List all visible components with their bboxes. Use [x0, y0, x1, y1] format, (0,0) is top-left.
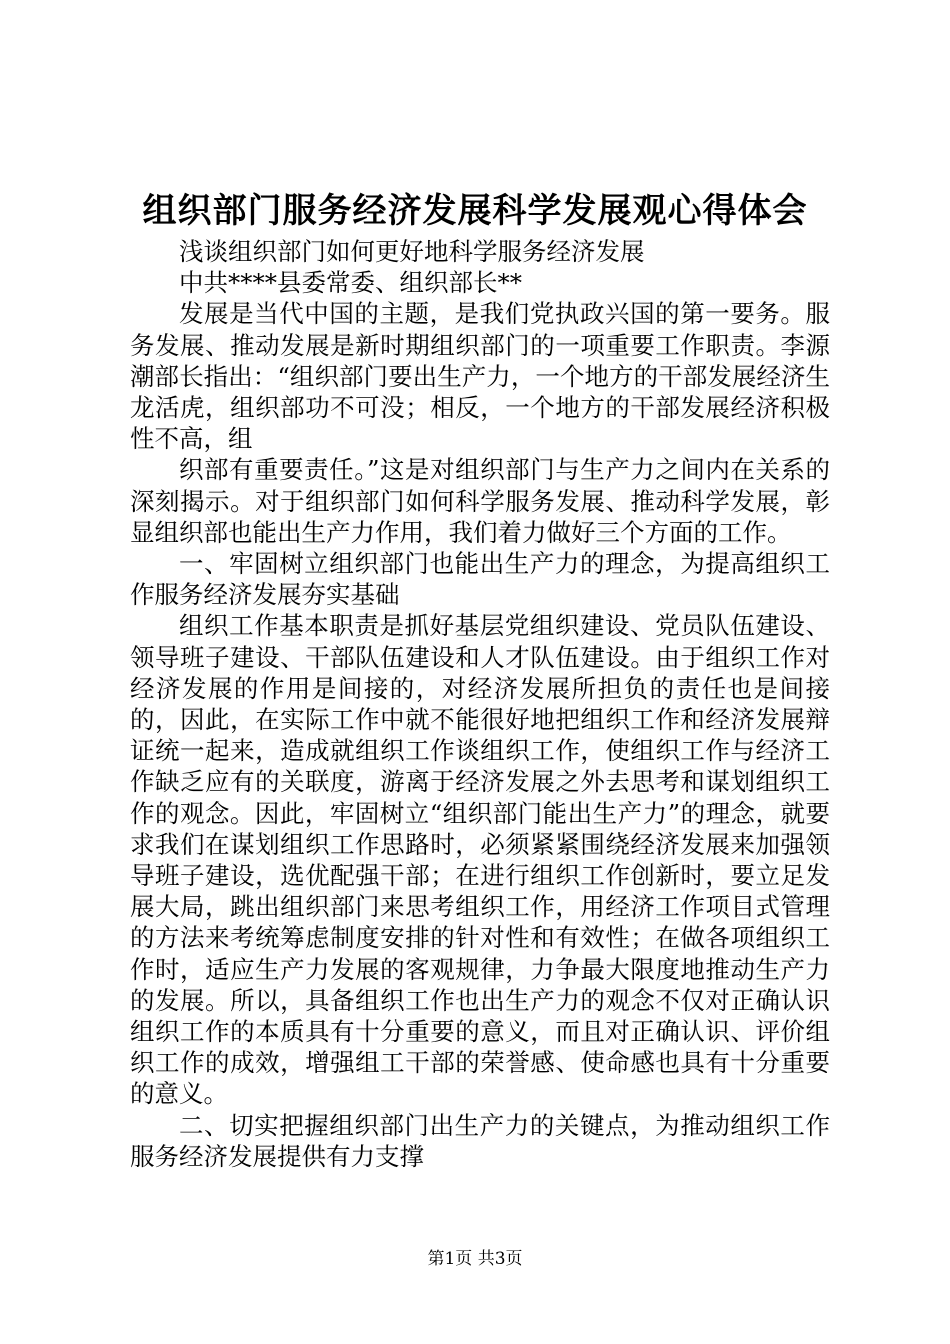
- paragraph-section-1: 组织工作基本职责是抓好基层党组织建设、党员队伍建设、领导班子建设、干部队伍建设和人才队伍建设。由于组织工作对经济发展的作用是间接的，对经济发展所担负的责任也是间接的，因此，在实际工作中就不能很好地把组织工作和经济发展辩证统一起来，造成就组织工作谈组织工作，使组织工作与经济工作缺乏应有的关联度，游离于经济发展之外去思考和谋划组织工作的观念。因此，牢固树立“组织部门能出生产力”的理念，就要求我们在谋划组织工作思路时，必须紧紧围绕经济发展来加强领导班子建设，选优配强干部；在进行组织工作创新时，要立足发展大局，跳出组织部门来思考组织工作，用经济工作项目式管理的方法来考统筹虑制度安排的针对性和有效性；在做各项组织工作时，适应生产力发展的客观规律，力争最大限度地推动生产力的发展。所以，具备组织工作也出生产力的观念不仅对正确认识组织工作的本质具有十分重要的意义，而且对正确认识、评价组织工作的成效，增强组工干部的荣誉感、使命感也具有十分重要的意义。: [130, 611, 830, 1109]
- paragraph-intro: 发展是当代中国的主题，是我们党执政兴国的第一要务。服务发展、推动发展是新时期组织部门的一项重要工作职责。李源潮部长指出：“组织部门要出生产力，一个地方的干部发展经济生龙活虎，组织部功不可没；相反，一个地方的干部发展经济积极性不高，组: [130, 299, 830, 454]
- paragraph-continued: 织部有重要责任。”这是对组织部门与生产力之间内在关系的深刻揭示。对于组织部门如何科学服务发展、推动科学发展，彰显组织部也能出生产力作用，我们着力做好三个方面的工作。: [130, 455, 830, 547]
- section-heading-1: 一、牢固树立组织部门也能出生产力的理念，为提高组织工作服务经济发展夯实基础: [130, 549, 830, 610]
- page-number-footer: 第1页 共3页: [427, 1249, 523, 1269]
- subtitle-line: 浅谈组织部门如何更好地科学服务经济发展: [179, 237, 645, 266]
- document-title: 组织部门服务经济发展科学发展观心得体会: [142, 191, 808, 231]
- section-heading-2: 二、切实把握组织部门出生产力的关键点，为推动组织工作服务经济发展提供有力支撑: [130, 1110, 830, 1171]
- author-line: 中共****县委常委、组织部长**: [179, 268, 522, 298]
- document-body: [130, 236, 830, 1172]
